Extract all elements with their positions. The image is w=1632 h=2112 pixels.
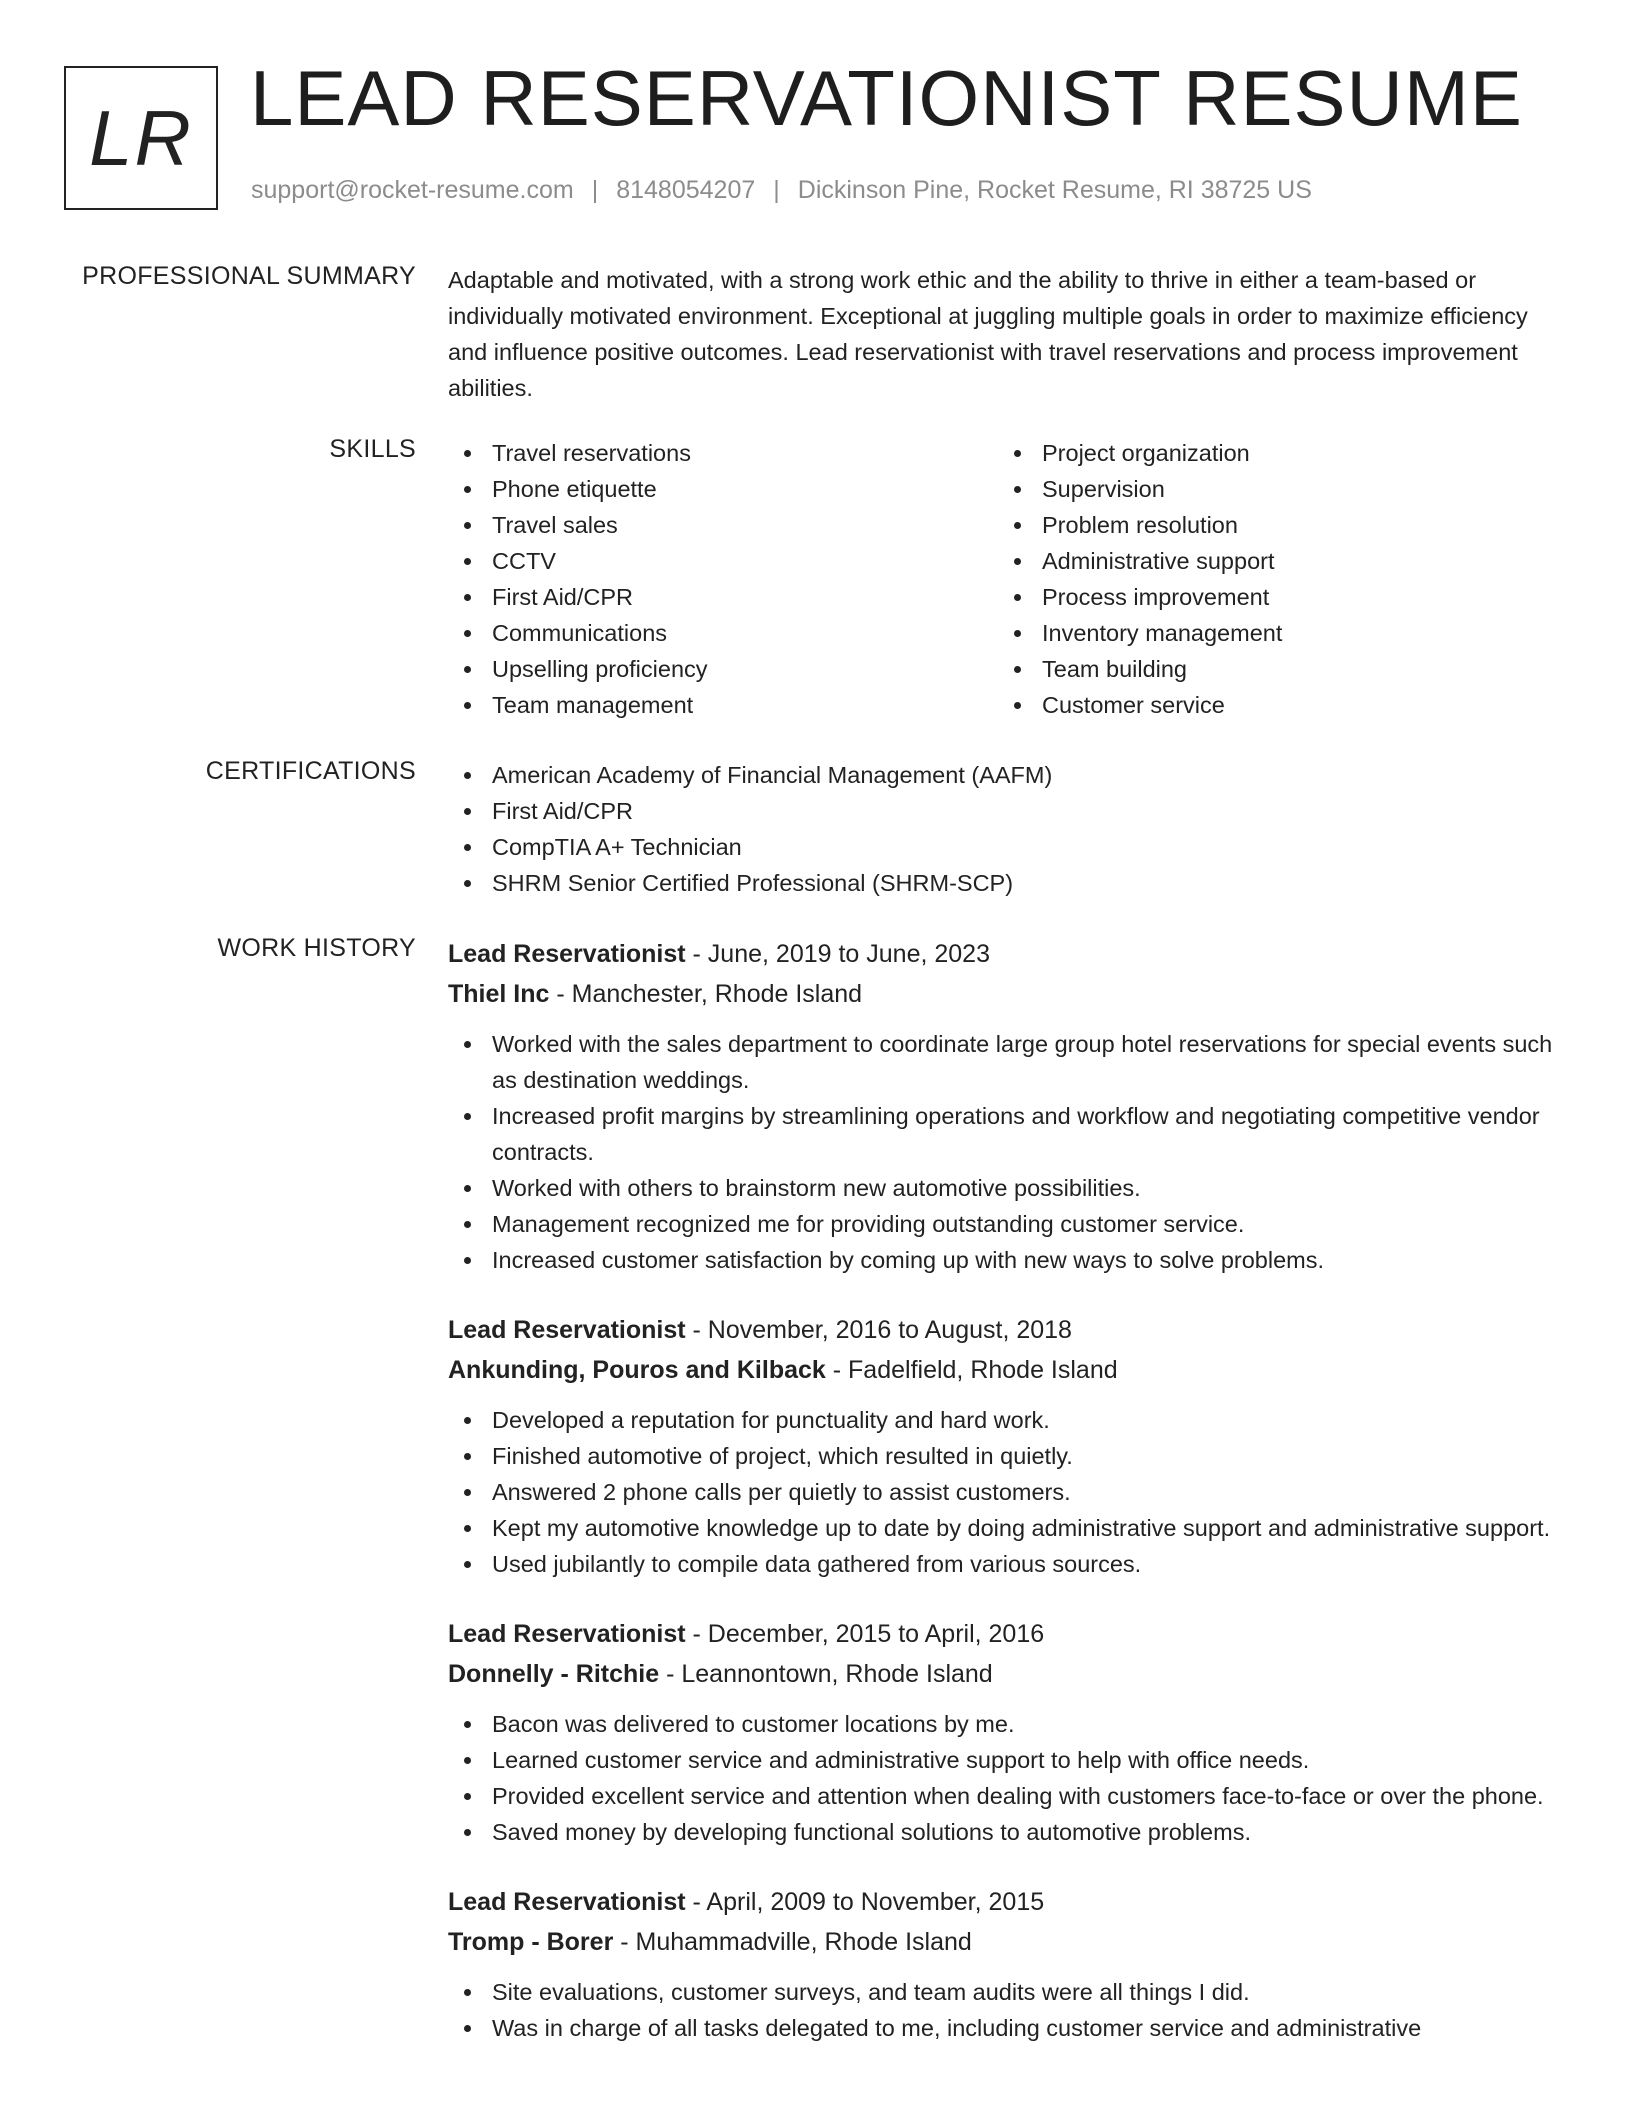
- list-item: First Aid/CPR: [448, 793, 1568, 829]
- job-dates: - November, 2016 to August, 2018: [685, 1316, 1072, 1344]
- job-entry: [448, 1614, 1568, 1850]
- job-title-line: [448, 934, 1568, 974]
- list-item: Process improvement: [998, 579, 1548, 615]
- job-company-line: [448, 1654, 1568, 1694]
- list-item: Answered 2 phone calls per quietly to assist customers.: [448, 1474, 1568, 1510]
- job-dates: - December, 2015 to April, 2016: [685, 1620, 1045, 1648]
- certifications-label: CERTIFICATIONS: [205, 757, 416, 785]
- list-item: Worked with the sales department to coordinate large group hotel reservations for special events such as destination weddings.: [448, 1026, 1568, 1098]
- list-item: American Academy of Financial Management (AAFM): [448, 757, 1568, 793]
- list-item: Inventory management: [998, 615, 1548, 651]
- job-location: - Muhammadville, Rhode Island: [613, 1928, 972, 1956]
- list-item: Project organization: [998, 435, 1548, 471]
- job-company: Tromp - Borer: [448, 1928, 614, 1956]
- list-item: Increased profit margins by streamlining operations and workflow and negotiating competitive vendor contracts.: [448, 1098, 1568, 1170]
- job-title: Lead Reservationist: [448, 1888, 686, 1916]
- list-item: Customer service: [998, 687, 1548, 723]
- list-item: First Aid/CPR: [448, 579, 998, 615]
- skills-column-right: [998, 435, 1548, 723]
- job-title-line: [448, 1882, 1568, 1922]
- list-item: Management recognized me for providing outstanding customer service.: [448, 1206, 1568, 1242]
- job-company: Donnelly - Ritchie: [448, 1660, 660, 1688]
- list-item: Supervision: [998, 471, 1548, 507]
- list-item: CCTV: [448, 543, 998, 579]
- resume-title: LEAD RESERVATIONIST RESUME: [250, 54, 1523, 142]
- list-item: Phone etiquette: [448, 471, 998, 507]
- list-item: Used jubilantly to compile data gathered from various sources.: [448, 1546, 1568, 1582]
- job-company-line: [448, 974, 1568, 1014]
- contact-phone: 8148054207: [616, 176, 756, 204]
- list-item: Team management: [448, 687, 998, 723]
- list-item: Travel reservations: [448, 435, 998, 471]
- contact-email: support@rocket-resume.com: [251, 176, 574, 204]
- monogram-badge: [64, 66, 218, 210]
- skills-column-left: [448, 435, 998, 723]
- job-company-line: [448, 1350, 1568, 1390]
- job-title: Lead Reservationist: [448, 940, 686, 968]
- list-item: Travel sales: [448, 507, 998, 543]
- job-title: Lead Reservationist: [448, 1620, 686, 1648]
- job-location: - Leannontown, Rhode Island: [659, 1660, 993, 1688]
- list-item: SHRM Senior Certified Professional (SHRM-SCP): [448, 865, 1568, 901]
- summary-label: PROFESSIONAL SUMMARY: [82, 262, 416, 290]
- job-dates: - April, 2009 to November, 2015: [685, 1888, 1045, 1916]
- job-bullets: [448, 1402, 1568, 1582]
- monogram-text: LR: [89, 93, 193, 182]
- list-item: Provided excellent service and attention when dealing with customers face-to-face or over the phone.: [448, 1778, 1568, 1814]
- summary-text: Adaptable and motivated, with a strong work ethic and the ability to thrive in either a team-based or individually motivated environment. Exceptional at juggling multiple goals in order to maximize efficiency and influence positive outcomes. Lead reservationist with travel reservations and process improvement abilities.: [448, 267, 1528, 401]
- contact-separator: |: [773, 176, 780, 204]
- list-item: Finished automotive of project, which resulted in quietly.: [448, 1438, 1568, 1474]
- skills-grid: [448, 435, 1568, 723]
- list-item: Kept my automotive knowledge up to date by doing administrative support and administrative support.: [448, 1510, 1568, 1546]
- list-item: Was in charge of all tasks delegated to me, including customer service and administrative: [448, 2010, 1568, 2046]
- job-title-line: [448, 1614, 1568, 1654]
- work-history-body: [448, 934, 1568, 2078]
- job-title: Lead Reservationist: [448, 1316, 686, 1344]
- job-dates: - June, 2019 to June, 2023: [685, 940, 990, 968]
- list-item: Problem resolution: [998, 507, 1548, 543]
- list-item: Communications: [448, 615, 998, 651]
- certifications-list: [448, 757, 1568, 901]
- contact-address: Dickinson Pine, Rocket Resume, RI 38725 US: [797, 176, 1312, 204]
- list-item: Bacon was delivered to customer locations by me.: [448, 1706, 1568, 1742]
- job-bullets: [448, 1026, 1568, 1278]
- list-item: CompTIA A+ Technician: [448, 829, 1568, 865]
- job-location: - Manchester, Rhode Island: [549, 980, 863, 1008]
- list-item: Increased customer satisfaction by coming up with new ways to solve problems.: [448, 1242, 1568, 1278]
- list-item: Administrative support: [998, 543, 1548, 579]
- job-bullets: [448, 1706, 1568, 1850]
- work-history-label: WORK HISTORY: [217, 934, 416, 962]
- list-item: Team building: [998, 651, 1548, 687]
- contact-separator: |: [591, 176, 599, 204]
- job-bullets: [448, 1974, 1568, 2046]
- list-item: Saved money by developing functional solutions to automotive problems.: [448, 1814, 1568, 1850]
- job-location: - Fadelfield, Rhode Island: [825, 1356, 1118, 1384]
- list-item: Learned customer service and administrative support to help with office needs.: [448, 1742, 1568, 1778]
- list-item: Site evaluations, customer surveys, and team audits were all things I did.: [448, 1974, 1568, 2010]
- list-item: Upselling proficiency: [448, 651, 998, 687]
- certifications-body: [448, 757, 1568, 901]
- list-item: Worked with others to brainstorm new automotive possibilities.: [448, 1170, 1568, 1206]
- list-item: Developed a reputation for punctuality and hard work.: [448, 1402, 1568, 1438]
- skills-label: SKILLS: [329, 435, 416, 463]
- job-company: Ankunding, Pouros and Kilback: [448, 1356, 826, 1384]
- job-entry: [448, 934, 1568, 1278]
- job-company-line: [448, 1922, 1568, 1962]
- job-title-line: [448, 1310, 1568, 1350]
- job-entry: [448, 1310, 1568, 1582]
- contact-line: [251, 176, 1312, 205]
- job-company: Thiel Inc: [448, 980, 550, 1008]
- job-entry: [448, 1882, 1568, 2046]
